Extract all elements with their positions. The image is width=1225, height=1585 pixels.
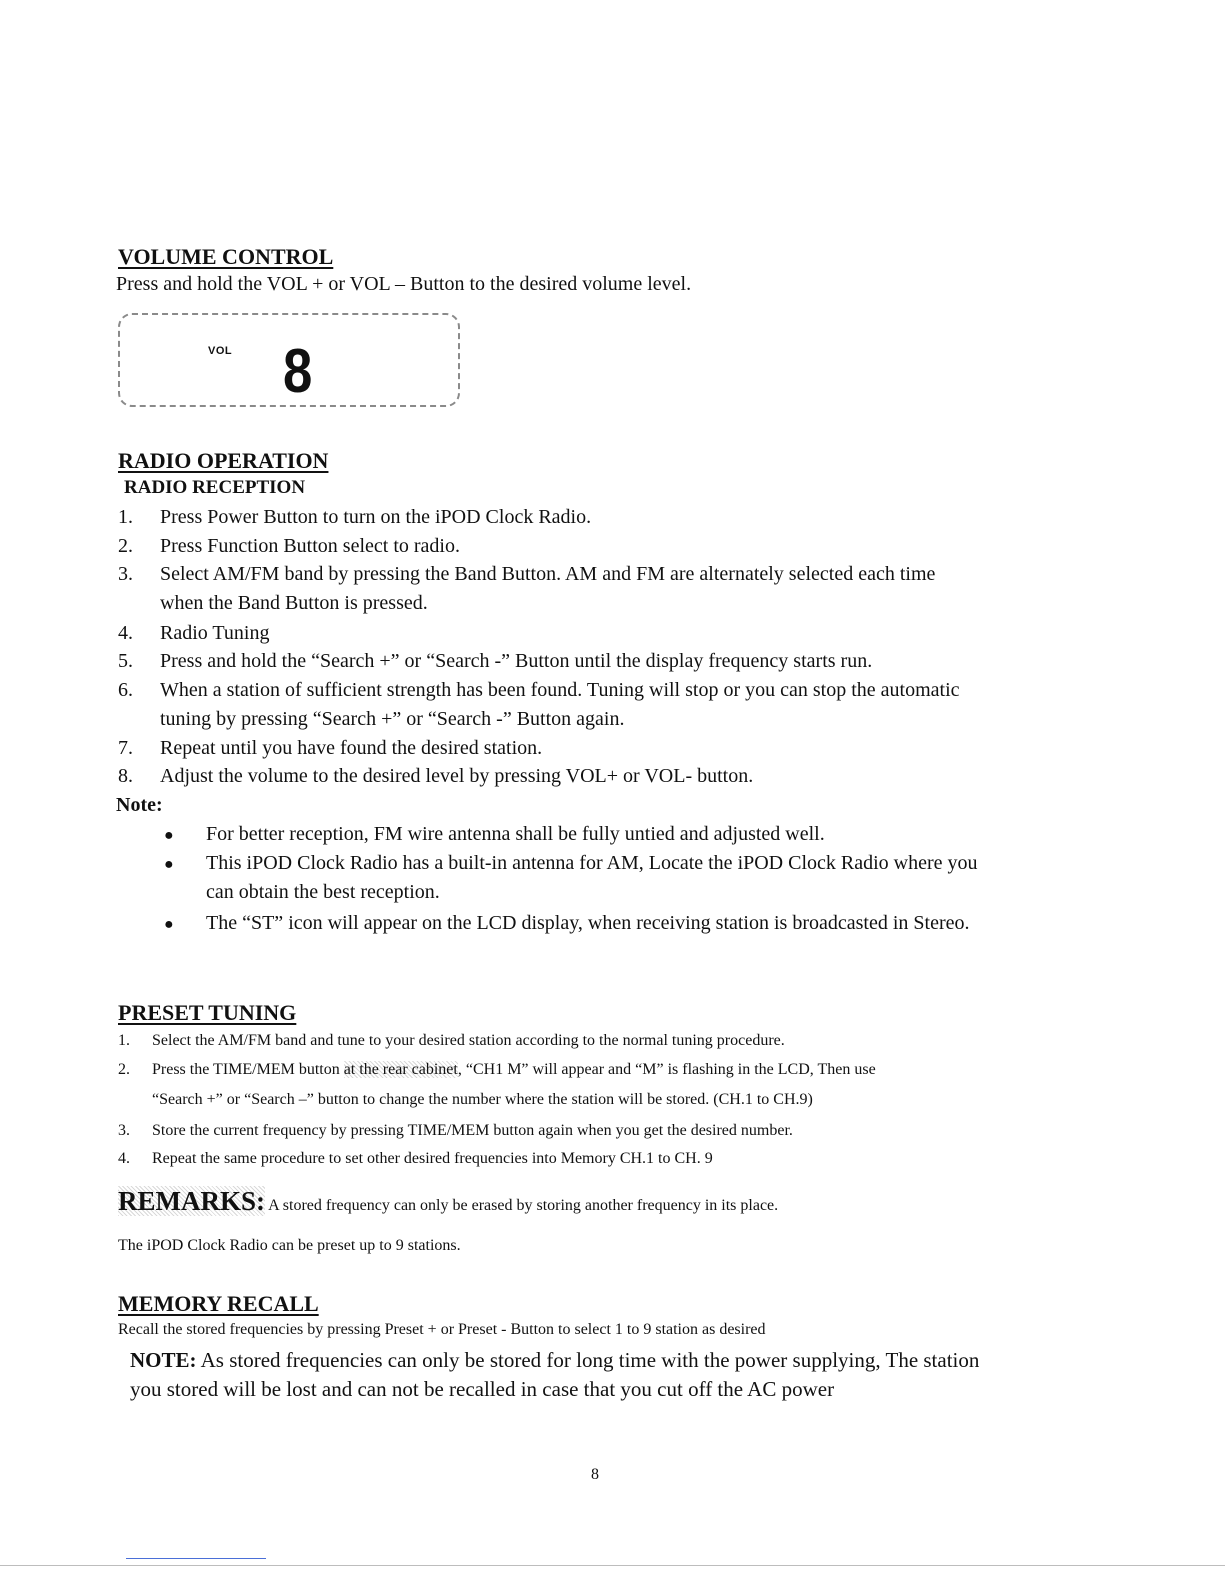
lcd-display (118, 313, 460, 407)
preset-capacity-text: The iPOD Clock Radio can be preset up to 9 stations. (118, 1237, 461, 1254)
bottom-link-line (126, 1558, 266, 1559)
step-text: Press Function Button select to radio. (160, 535, 460, 557)
remarks-label: REMARKS: (118, 1186, 265, 1216)
step-text-continued: tuning by pressing “Search +” or “Search -” Button again. (160, 708, 625, 730)
page-number: 8 (591, 1466, 599, 1483)
bullet-icon: ● (164, 827, 174, 844)
step-text: Select the AM/FM band and tune to your desired station according to the normal tuning procedure. (152, 1032, 785, 1049)
step-text: Repeat until you have found the desired station. (160, 737, 543, 759)
remarks-text: A stored frequency can only be erased by storing another frequency in its place. (265, 1197, 779, 1214)
step-text: Store the current frequency by pressing TIME/MEM button again when you get the desired number. (152, 1122, 793, 1139)
memory-note-line2: you stored will be lost and can not be recalled in case that you cut off the AC power (130, 1377, 835, 1401)
step-text (152, 1061, 876, 1079)
memory-note-label: NOTE: (130, 1348, 197, 1372)
step-number: 4. (118, 622, 133, 644)
step-text: Adjust the volume to the desired level by pressing VOL+ or VOL- button. (160, 765, 754, 787)
bottom-divider (0, 1565, 1225, 1566)
note-text: For better reception, FM wire antenna shall be fully untied and adjusted well. (206, 823, 825, 845)
step-text-continued: “Search +” or “Search –” button to change the number where the station will be stored. (CH.1 to CH.9) (152, 1091, 813, 1108)
step-number: 3. (118, 1122, 130, 1139)
note-text-continued: can obtain the best reception. (206, 881, 440, 903)
radio-subheading: RADIO RECEPTION (124, 477, 306, 498)
step-text: Repeat the same procedure to set other desired frequencies into Memory CH.1 to CH. 9 (152, 1150, 713, 1167)
step-number: 2. (118, 535, 133, 557)
memory-text: Recall the stored frequencies by pressing Preset + or Preset - Button to select 1 to 9 station as desired (118, 1321, 766, 1338)
volume-text: Press and hold the VOL + or VOL – Button to the desired volume level. (116, 273, 692, 295)
step-number: 2. (118, 1061, 130, 1078)
step-text-continued: when the Band Button is pressed. (160, 592, 428, 614)
step-text: Press Power Button to turn on the iPOD Clock Radio. (160, 506, 592, 528)
step-text: When a station of sufficient strength has been found. Tuning will stop or you can stop the automatic (160, 679, 960, 701)
step-number: 7. (118, 737, 133, 759)
lcd-vol-label: VOL (208, 345, 233, 357)
bullet-icon: ● (164, 856, 174, 873)
remarks (118, 1186, 778, 1217)
step-number: 3. (118, 563, 133, 585)
note-label: Note: (116, 794, 163, 816)
radio-heading: RADIO OPERATION (118, 448, 329, 473)
step-number: 8. (118, 765, 133, 787)
lcd-volume-digit: 8 (283, 337, 313, 406)
note-text: The “ST” icon will appear on the LCD display, when receiving station is broadcasted in Stereo. (206, 912, 970, 934)
step-number: 4. (118, 1150, 130, 1167)
step-text: Select AM/FM band by pressing the Band Button. AM and FM are alternately selected each time (160, 563, 936, 585)
step-number: 5. (118, 650, 133, 672)
bullet-icon: ● (164, 916, 174, 933)
step-text: Press and hold the “Search +” or “Search -” Button until the display frequency starts run. (160, 650, 873, 672)
preset-heading: PRESET TUNING (118, 1000, 297, 1025)
step-number: 1. (118, 1032, 130, 1049)
step-number: 6. (118, 679, 133, 701)
highlighted-text: at the rear cabinet (343, 1061, 458, 1078)
step-text-post: , “CH1 M” will appear and “M” is flashing in the LCD, Then use (457, 1061, 876, 1078)
note-text: This iPOD Clock Radio has a built-in antenna for AM, Locate the iPOD Clock Radio where you (206, 852, 978, 874)
memory-heading: MEMORY RECALL (118, 1291, 319, 1316)
step-number: 1. (118, 506, 133, 528)
volume-heading: VOLUME CONTROL (118, 244, 334, 269)
step-text-pre: Press the TIME/MEM button (152, 1061, 344, 1078)
memory-note-line1: As stored frequencies can only be stored for long time with the power supplying, The station (196, 1348, 980, 1372)
memory-note (130, 1348, 979, 1373)
step-text: Radio Tuning (160, 622, 270, 644)
